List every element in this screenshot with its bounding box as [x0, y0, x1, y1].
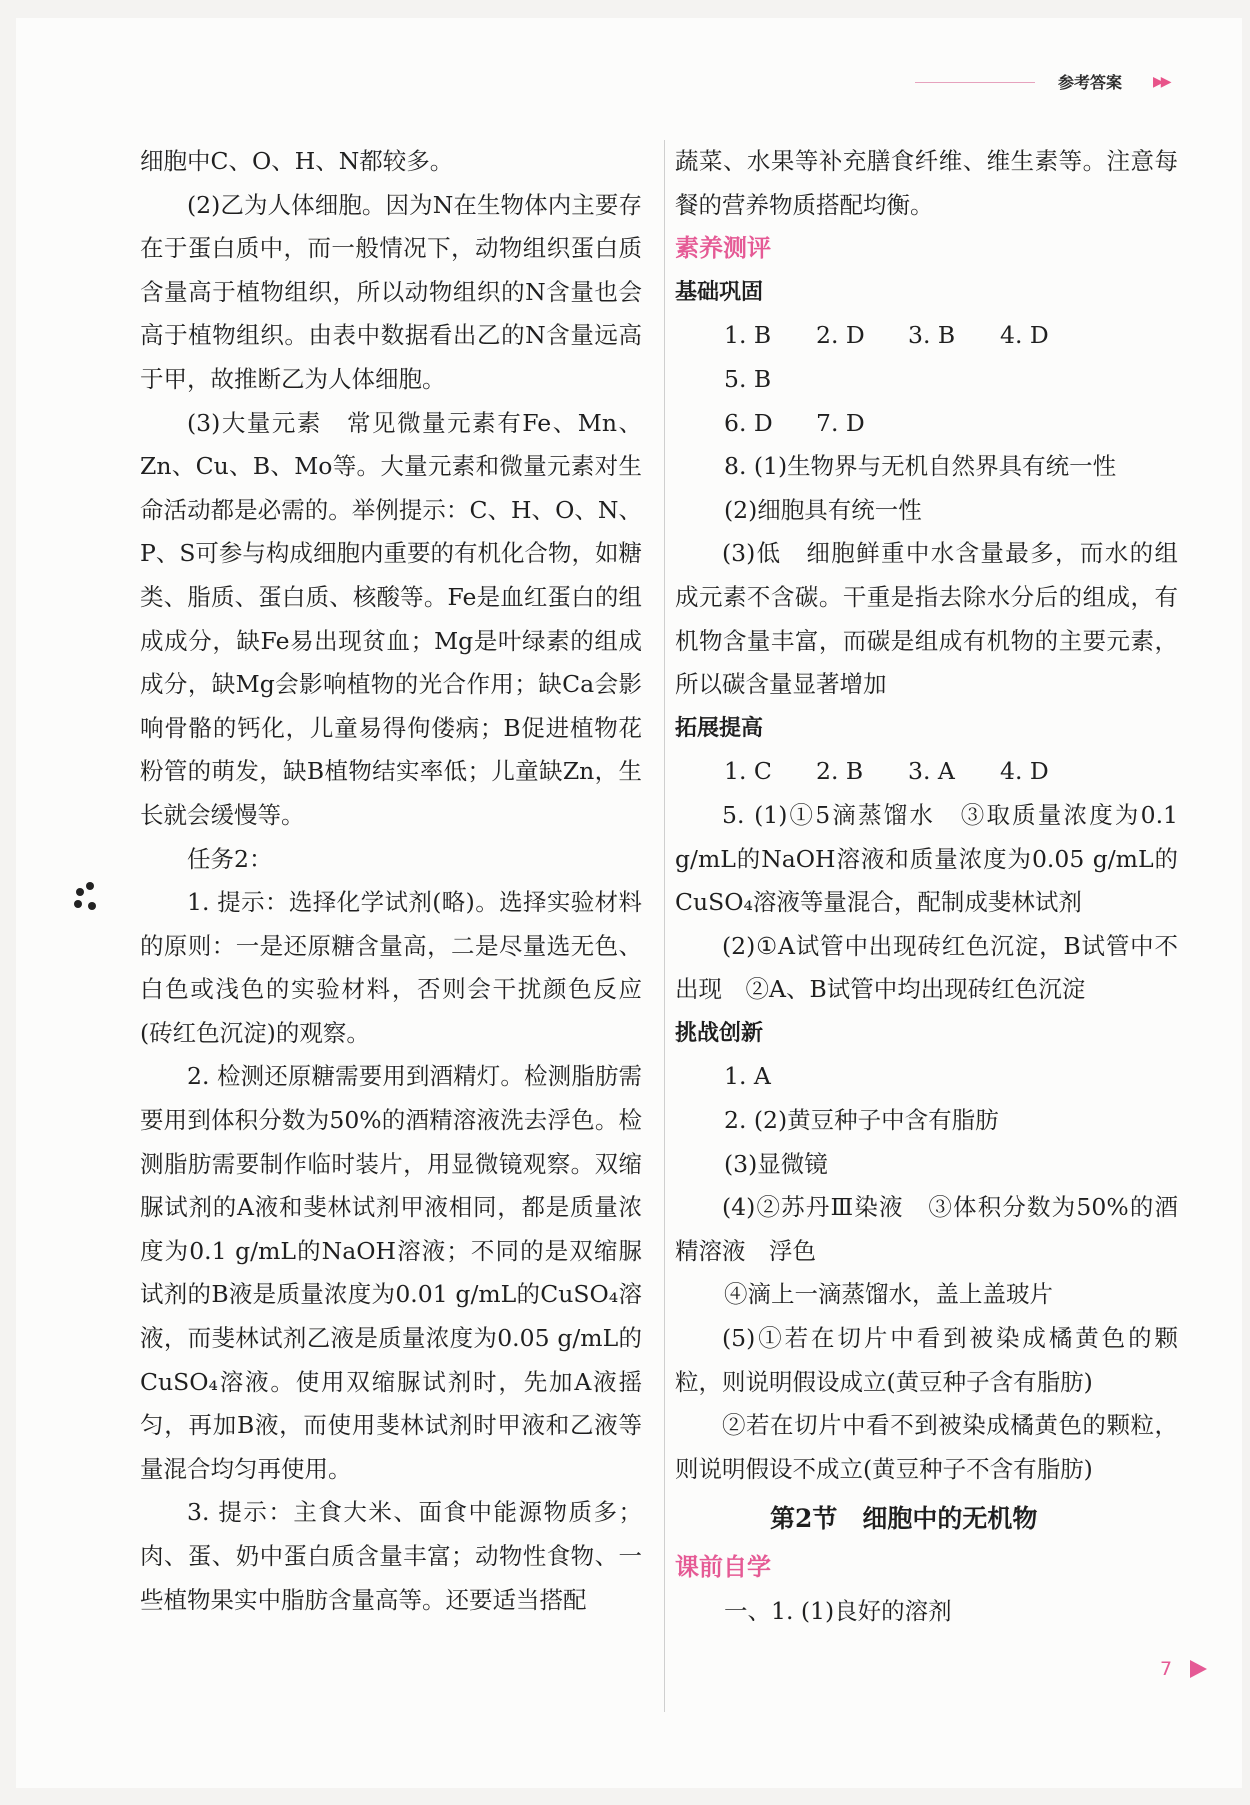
- answer-line: 1. A: [724, 1062, 771, 1091]
- answer-line: 2. (2)黄豆种子中含有脂肪: [724, 1106, 999, 1135]
- answer: 5. B: [724, 364, 772, 393]
- answer: 4. D: [1000, 757, 1049, 786]
- chapter-title: 第2节 细胞中的无机物: [770, 1504, 1038, 1534]
- paragraph: 1. 提示：选择化学试剂(略)。选择实验材料的原则：一是还原糖含量高，二是尽量选无色、白色或浅色的实验材料，否则会干扰颜色反应(砖红色沉淀)的观察。: [140, 888, 642, 1047]
- answer-line: (4)②苏丹Ⅲ染液 ③体积分数为50%的酒精溶液 浮色: [675, 1193, 1178, 1265]
- right-column: [675, 140, 1178, 1634]
- subsection-title: 挑战创新: [675, 1020, 764, 1046]
- paragraph: 3. 提示：主食大米、面食中能源物质多；肉、蛋、奶中蛋白质含量丰富；动物性食物、一些植物果实中脂肪含量高等。还要适当搭配: [140, 1498, 642, 1614]
- subsection-title: 基础巩固: [675, 279, 764, 305]
- paragraph: 2. 检测还原糖需要用到酒精灯。检测脂肪需要用到体积分数为50%的酒精溶液洗去浮色。检测脂肪需要制作临时装片，用显微镜观察。双缩脲试剂的A液和斐林试剂甲液相同，都是质量浓度为0.1 g/mL的NaOH溶液；不同的是双缩脲试剂的B液是质量浓度为0.01 g/mL的CuSO₄溶液，而斐林试剂乙液是质量浓度为0.05 g/mL的CuSO₄溶液。使用双缩脲试剂时，先加A液摇匀，再加B液，而使用斐林试剂时甲液和乙液等量混合均匀再使用。: [140, 1062, 642, 1483]
- task-heading: 任务2：: [187, 844, 273, 873]
- paragraph: 蔬菜、水果等补充膳食纤维、维生素等。注意每餐的营养物质搭配均衡。: [675, 147, 1178, 219]
- section-title: 课前自学: [675, 1553, 771, 1582]
- answer-row: [675, 314, 1178, 401]
- answer-line: 8. (1)生物界与无机自然界具有统一性: [724, 452, 1117, 481]
- paragraph: (3)大量元素 常见微量元素有Fe、Mn、Zn、Cu、B、Mo等。大量元素和微量元素对生命活动都是必需的。举例提示：C、H、O、N、P、S可参与构成细胞内重要的有机化合物，如糖类、脂质、蛋白质、核酸等。Fe是血红蛋白的组成成分，缺Fe易出现贫血；Mg是叶绿素的组成成分，缺Mg会影响植物的光合作用；缺Ca会影响骨骼的钙化，儿童易得佝偻病；B促进植物花粉管的萌发，缺B植物结实率低；儿童缺Zn，生长就会缓慢等。: [140, 408, 642, 829]
- paragraph: (2)乙为人体细胞。因为N在生物体内主要存在于蛋白质中，而一般情况下，动物组织蛋白质含量高于植物组织，所以动物组织的N含量也会高于植物组织。由表中数据看出乙的N含量远高于甲，故推断乙为人体细胞。: [140, 190, 642, 393]
- column-divider: [664, 140, 665, 1712]
- answer-row: [675, 402, 1178, 446]
- header-divider: [915, 82, 1035, 83]
- answer-line: (3)低 细胞鲜重中水含量最多，而水的组成元素不含碳。干重是指去除水分后的组成，有机物含量丰富，而碳是组成有机物的主要元素，所以碳含量显著增加: [675, 539, 1178, 699]
- next-page-arrow-icon: [1190, 1660, 1207, 1678]
- answer: 7. D: [816, 408, 865, 437]
- header-title: 参考答案: [1058, 73, 1123, 92]
- answer-row: [675, 750, 1178, 794]
- section-title: 素养测评: [675, 234, 771, 263]
- answer: 1. C: [724, 757, 772, 786]
- left-column: [140, 140, 642, 1622]
- answer: 1. B: [724, 321, 772, 350]
- answer-line: 5. (1)①5滴蒸馏水 ③取质量浓度为0.1 g/mL的NaOH溶液和质量浓度为0.05 g/mL的CuSO₄溶液等量混合，配制成斐林试剂: [675, 800, 1178, 917]
- answer: 6. D: [724, 408, 773, 437]
- answer: 4. D: [1000, 321, 1049, 350]
- answer: 2. B: [816, 757, 864, 786]
- answer: 3. A: [908, 757, 955, 786]
- answer: 3. B: [908, 321, 956, 350]
- answer-line: (2)①A试管中出现砖红色沉淀，B试管中不出现 ②A、B试管中均出现砖红色沉淀: [675, 931, 1178, 1004]
- header-arrow-icon: ▶▶: [1153, 74, 1169, 90]
- answer: 2. D: [816, 321, 865, 350]
- answer-line: (3)显微镜: [724, 1149, 828, 1178]
- answer-line: ②若在切片中看不到被染成橘黄色的颗粒，则说明假设不成立(黄豆种子不含有脂肪): [675, 1411, 1178, 1483]
- answer-line: (2)细胞具有统一性: [724, 495, 922, 524]
- answer-line: (5)①若在切片中看到被染成橘黄色的颗粒，则说明假设成立(黄豆种子含有脂肪): [675, 1324, 1178, 1396]
- page-number: 7: [1160, 1658, 1173, 1680]
- subsection-title: 拓展提高: [675, 715, 764, 741]
- answer-line: 一、1. (1)良好的溶剂: [724, 1597, 952, 1625]
- answer-line: ④滴上一滴蒸馏水，盖上盖玻片: [724, 1280, 1053, 1309]
- paragraph: 细胞中C、O、H、N都较多。: [140, 147, 454, 175]
